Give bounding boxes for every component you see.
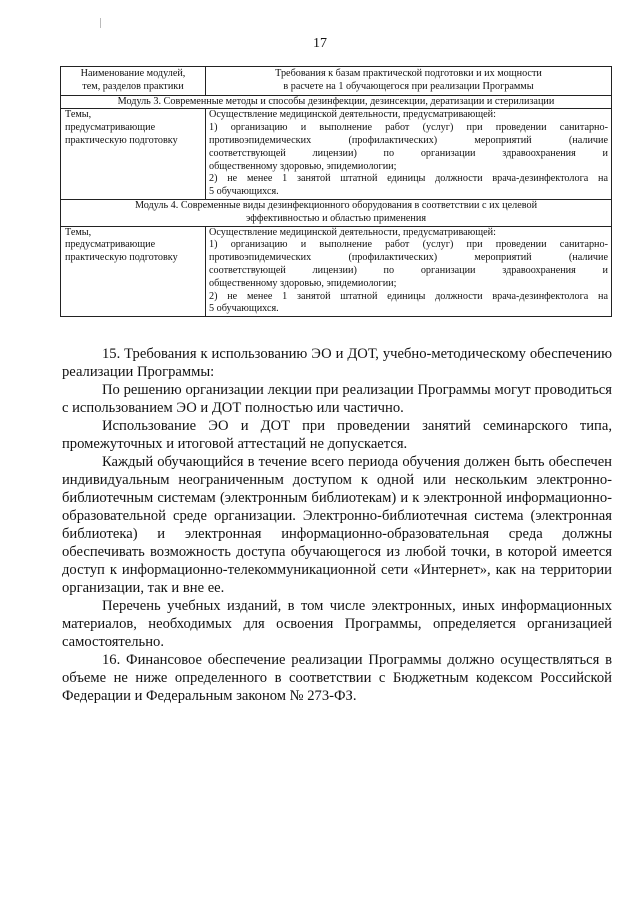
requirement-line: 5 обучающихся. xyxy=(209,186,279,198)
header-col1-line: Наименование модулей, xyxy=(80,68,186,79)
requirement-line: Осуществление медицинской деятельности, предусматривающей: xyxy=(209,226,496,238)
paragraph: По решению организации лекции при реализации Программы могут проводиться с использованием ЭО и ДОТ полностью или частично. xyxy=(62,382,612,416)
requirement-line: противоэпидемических (профилактических) мероприятий (наличие xyxy=(209,252,608,264)
table-header-row xyxy=(61,67,612,96)
topic-line: предусматривающие xyxy=(65,122,156,134)
topic-cell xyxy=(61,226,206,317)
body-text xyxy=(62,341,612,705)
module-4-title xyxy=(61,199,612,226)
requirement-line: общественному здоровью, эпидемиологии; xyxy=(209,160,397,172)
scan-artifact xyxy=(100,18,101,28)
module-title-row xyxy=(61,95,612,109)
page-number: 17 xyxy=(313,36,327,51)
requirement-line: 1) организацию и выполнение работ (услуг) при проведении санитарно- xyxy=(209,239,608,251)
topic-line: практическую подготовку xyxy=(65,252,178,264)
requirement-line: 5 обучающихся. xyxy=(209,303,279,315)
table-row xyxy=(61,109,612,200)
requirement-line: 1) организацию и выполнение работ (услуг) при проведении санитарно- xyxy=(209,122,608,134)
paragraph-section-16: 16. Финансовое обеспечение реализации Программы должно осуществляться в объеме не ниже определенного в соответствии с Бюджетным кодексом Российской Федерации и Федеральным законом № 273-ФЗ. xyxy=(62,652,612,704)
topic-line: предусматривающие xyxy=(65,239,156,251)
paragraph: Перечень учебных изданий, в том числе электронных, иных информационных материалов, необходимых для освоения Программы, определяется организацией самостоятельно. xyxy=(62,598,612,650)
requirement-line: соответствующей лицензии) по организации здравоохранения и xyxy=(209,147,608,159)
paragraph: Каждый обучающийся в течение всего периода обучения должен быть обеспечен индивидуальным неограниченным доступом к одной или нескольким электронно-библиотечным системам (электронным библиотекам) и к электронной информационно-образовательной среде организации. Электронно-библиотечная система (электронная библиотека) и электронная информационно-образовательная среда должны обеспечивать возможность доступа обучающегося из любой точки, в которой имеется доступ к информационно-телекоммуникационной сети «Интернет», как на территории организации, так и вне ее. xyxy=(62,454,612,596)
paragraph: Использование ЭО и ДОТ при проведении занятий семинарского типа, промежуточных и итоговой аттестаций не допускается. xyxy=(62,418,612,452)
header-col2-line: в расчете на 1 обучающегося при реализации Программы xyxy=(283,80,534,92)
requirement-line: Осуществление медицинской деятельности, предусматривающей: xyxy=(209,109,496,121)
header-col2-line: Требования к базам практической подготовки и их мощности xyxy=(275,68,542,79)
module-title-row xyxy=(61,199,612,226)
requirement-line: 2) не менее 1 занятой штатной единицы должности врача-дезинфектолога на xyxy=(209,290,608,302)
topic-line: практическую подготовку xyxy=(65,134,178,146)
header-col1-line: тем, разделов практики xyxy=(82,80,184,92)
header-modules-cell xyxy=(61,67,206,96)
module-3-title: Модуль 3. Современные методы и способы дезинфекции, дезинсекции, дератизации и стерилизации xyxy=(61,95,612,109)
requirement-line: противоэпидемических (профилактических) мероприятий (наличие xyxy=(209,134,608,146)
requirement-line: общественному здоровью, эпидемиологии; xyxy=(209,277,397,289)
requirements-cell xyxy=(206,226,612,317)
topic-cell xyxy=(61,109,206,200)
requirement-line: 2) не менее 1 занятой штатной единицы должности врача-дезинфектолога на xyxy=(209,173,608,185)
requirements-table xyxy=(60,66,612,317)
module-title-line: Модуль 4. Современные виды дезинфекционного оборудования в соответствии с их целевой xyxy=(134,199,538,211)
table-row xyxy=(61,226,612,317)
requirements-cell xyxy=(206,109,612,200)
header-requirements-cell xyxy=(206,67,612,96)
paragraph-section-15: 15. Требования к использованию ЭО и ДОТ, учебно-методическому обеспечению реализации Программы: xyxy=(62,346,612,380)
requirement-line: соответствующей лицензии) по организации здравоохранения и xyxy=(209,264,608,276)
topic-line: Темы, xyxy=(65,226,92,238)
topic-line: Темы, xyxy=(65,109,92,121)
module-title-line: эффективностью и областью применения xyxy=(245,212,427,224)
